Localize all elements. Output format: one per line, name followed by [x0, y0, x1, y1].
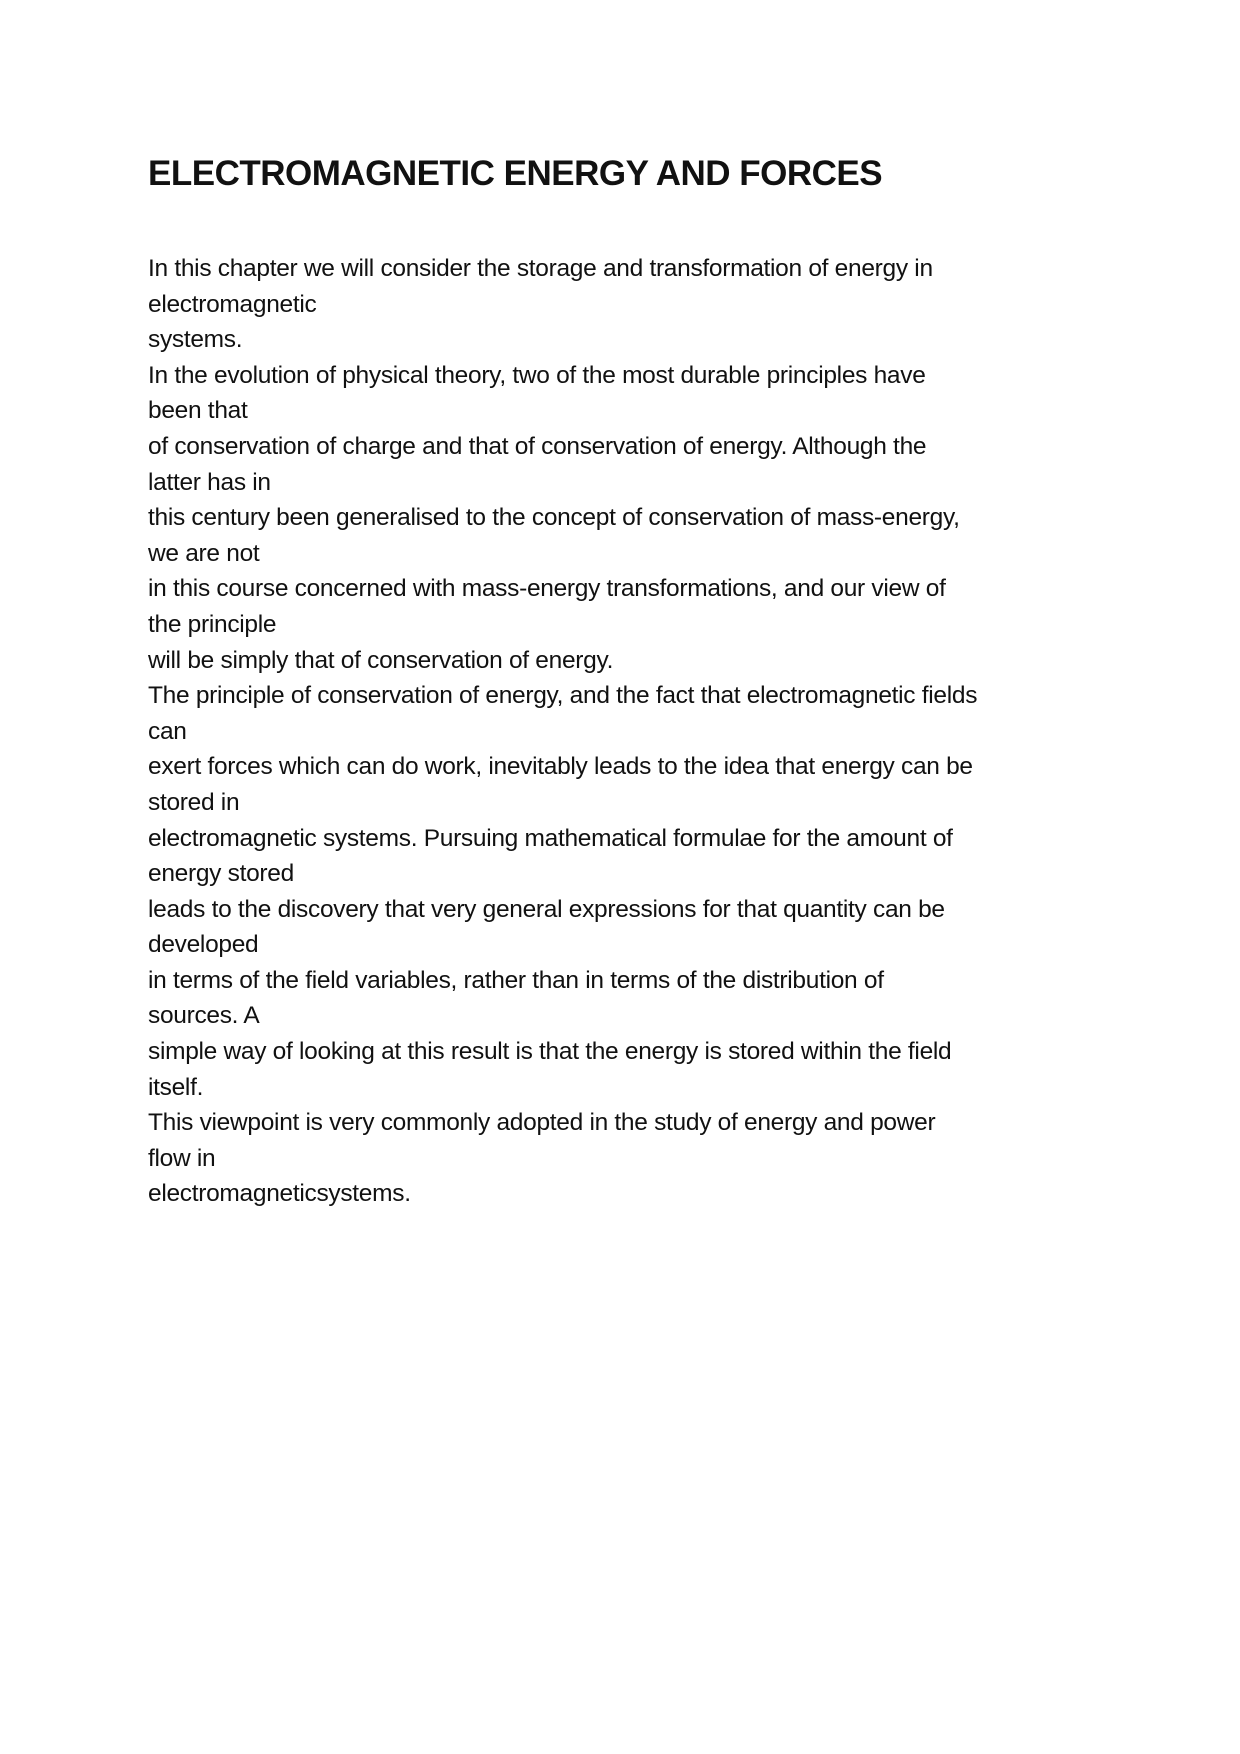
page-title: ELECTROMAGNETIC ENERGY AND FORCES: [148, 154, 883, 193]
text-line: exert forces which can do work, inevitably leads to the idea that energy can be: [148, 753, 973, 781]
text-line: we are not: [148, 539, 260, 567]
text-line: simple way of looking at this result is that the energy is stored within the field: [148, 1038, 952, 1066]
text-line: the principle: [148, 610, 277, 638]
text-line: electromagneticsystems.: [148, 1180, 411, 1208]
text-line: leads to the discovery that very general expressions for that quantity can be: [148, 895, 945, 923]
text-line: of conservation of charge and that of conservation of energy. Although the: [148, 432, 927, 460]
text-line: can: [148, 717, 187, 745]
text-line: been that: [148, 397, 248, 425]
text-line: latter has in: [148, 468, 271, 496]
text-line: this century been generalised to the concept of conservation of mass-energy,: [148, 504, 960, 532]
text-line: in terms of the field variables, rather than in terms of the distribution of: [148, 966, 884, 994]
text-line: developed: [148, 931, 259, 959]
text-line: sources. A: [148, 1002, 260, 1030]
text-line: in this course concerned with mass-energy transformations, and our view of: [148, 575, 946, 603]
text-line: systems.: [148, 326, 243, 354]
body-text: [148, 251, 1108, 1212]
text-line: electromagnetic systems. Pursuing mathematical formulae for the amount of: [148, 824, 953, 852]
text-line: In this chapter we will consider the storage and transformation of energy in: [148, 255, 933, 282]
text-line: flow in: [148, 1144, 216, 1172]
text-line: will be simply that of conservation of energy.: [148, 646, 614, 674]
text-line: energy stored: [148, 860, 294, 888]
text-line: This viewpoint is very commonly adopted in the study of energy and power: [148, 1109, 936, 1137]
text-line: In the evolution of physical theory, two of the most durable principles have: [148, 361, 926, 389]
text-line: electromagnetic: [148, 290, 317, 318]
text-line: The principle of conservation of energy, and the fact that electromagnetic fields: [148, 682, 978, 710]
text-line: stored in: [148, 788, 240, 816]
text-line: itself.: [148, 1073, 204, 1101]
